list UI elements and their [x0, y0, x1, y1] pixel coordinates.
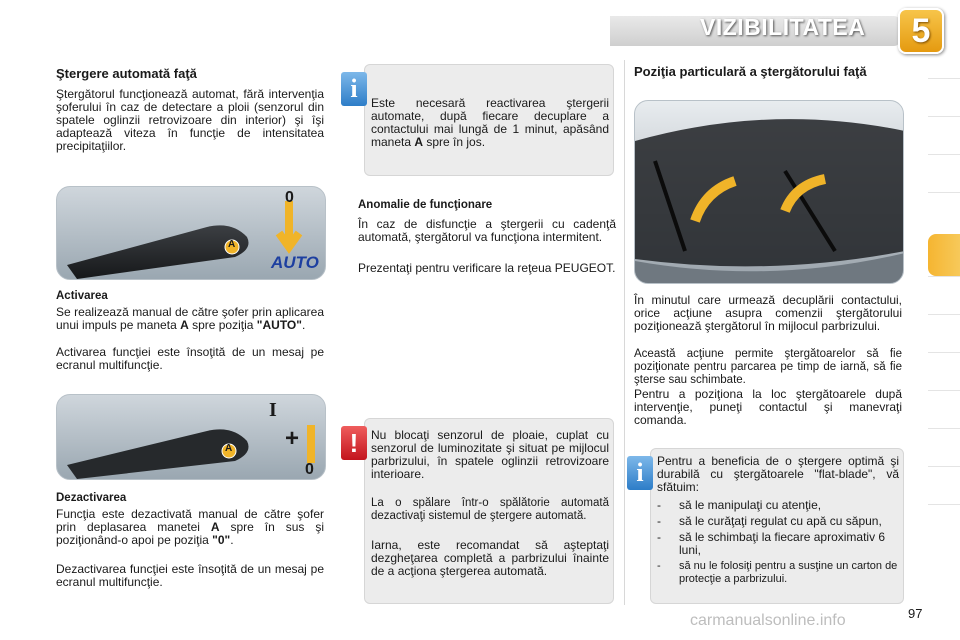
auto-wipe-intro: Ştergătorul funcţionează automat, fără intervenţia şoferului în caz de detectare a ploii (senzorul din spatele oglinzii retrovizoare din interior) şi îşi adaptează viteza în funcţie de intensitatea precipitaţiilor. [56, 87, 324, 153]
bullet-text: să le manipulaţi cu atenţie, [679, 498, 822, 512]
deactivation-message: Dezactivarea funcţiei este însoţită de un mesaj pe ecranul multifuncţie. [56, 562, 324, 589]
activation-message: Activarea funcţiei este însoţită de un mesaj pe ecranul multifuncţie. [56, 345, 324, 372]
lever-a-label: A [228, 239, 236, 250]
bullet-text: să le schimbaţi la fiecare aproximativ 6 luni, [679, 530, 886, 557]
particular-position-text-1: În minutul care urmează decuplării contactului, orice acţiune asupra comenzii ştergătorului poziţionează ştergătorul în mijlocul parbrizului. [634, 293, 902, 333]
deactivation-title: Dezactivarea [56, 492, 127, 504]
anomaly-title: Anomalie de funcţionare [358, 199, 493, 211]
chapter-number-badge: 5 [898, 8, 944, 54]
chapter-tab[interactable] [928, 192, 960, 230]
chapter-tab[interactable] [928, 276, 960, 314]
chapter-tab[interactable] [928, 504, 960, 542]
windscreen-glass [635, 119, 904, 266]
watermark: carmanualsonline.info [690, 612, 846, 629]
info-icon: i [341, 72, 367, 106]
particular-position-text-2: Această acţiune permite ştergătoarelor să fie poziţionate pentru parcarea pe timp de iarnă, să fie şterse sau schimbate. [634, 348, 902, 386]
wiper-stalk-off-illustration [56, 394, 326, 480]
activation-text-b: spre poziţia [188, 318, 257, 332]
chapter-tab[interactable] [928, 428, 960, 466]
stalk-shape [67, 429, 249, 479]
reactivation-text [371, 97, 609, 149]
chapter-tab[interactable] [928, 78, 960, 116]
wiper-stalk-auto-illustration [56, 186, 326, 280]
warning-box-rain-sensor [364, 418, 614, 604]
chapter-title: VIZIBILITATEA [700, 14, 866, 40]
deactivation-text-c: . [230, 533, 234, 547]
bullet-dash: - [657, 498, 661, 512]
chapter-tab[interactable] [928, 466, 960, 504]
activation-text-a: Se realizează manual de către şofer prin aplicarea unui impuls pe maneta [56, 305, 324, 332]
info-box-reactivation [364, 64, 614, 176]
activation-title: Activarea [56, 290, 108, 302]
warning-icon: ! [341, 426, 367, 460]
lever-a-label: A [225, 443, 233, 454]
list-item [657, 531, 899, 557]
bullet-dash: - [657, 530, 661, 544]
bullet-text: să nu le folosiţi pentru a susţine un carton de protecţie a parbrizului. [679, 560, 898, 585]
bullet-dash: - [657, 560, 661, 572]
down-arrow-icon [279, 201, 299, 247]
chapter-tab[interactable] [928, 352, 960, 390]
windscreen-wipers-illustration [634, 100, 904, 284]
chapter-tab[interactable] [928, 314, 960, 352]
activation-text-c: . [301, 318, 306, 332]
chapter-tab-active[interactable] [928, 234, 960, 276]
deactivation-text [56, 508, 324, 547]
activation-position: "AUTO" [256, 318, 302, 332]
position-0-label: 0 [285, 189, 294, 206]
chapter-tab[interactable] [928, 116, 960, 154]
warning-text-3: Iarna, este recomandat să aşteptaţi dezgheţarea completă a parbrizului înainte de a acţiona ştergerea automată. [371, 538, 609, 578]
reactivation-text-b: spre în jos. [423, 135, 486, 149]
reactivation-text-a: Este necesară reactivarea ştergerii automate, după fiecare decuplare a contactului mai lungă de 1 minut, apăsând maneta [371, 96, 609, 149]
deactivation-lever: A [210, 520, 220, 534]
activation-lever: A [180, 318, 189, 332]
page-number: 97 [908, 606, 923, 621]
stalk-shape [67, 225, 249, 279]
info-icon: i [627, 456, 653, 490]
chapter-tabs [928, 78, 960, 542]
anomaly-text-1: În caz de disfuncţie a ştergerii cu cadenţă automată, ştergătorul va funcţiona intermitent. [358, 217, 616, 244]
list-item [657, 499, 899, 512]
flat-blade-advice-list [657, 499, 899, 589]
reactivation-lever: A [414, 135, 424, 149]
windscreen-drawing [635, 101, 904, 284]
warning-text-1: Nu blocaţi senzorul de ploaie, cuplat cu senzorul de luminozitate şi situat pe mijlocul parbrizului, în spatele oglinzii retrovizoare interioare. [371, 428, 609, 481]
position-i-label: I [269, 399, 277, 421]
plus-sign: + [285, 425, 300, 452]
bullet-dash: - [657, 514, 661, 528]
activation-text [56, 306, 324, 332]
section-heading-auto-wipe: Ştergere automată faţă [56, 66, 197, 81]
warning-text-2: La o spălare într-o spălătorie automată dezactivaţi sistemul de ştergere automată. [371, 497, 609, 522]
deactivation-position: "0" [212, 533, 231, 547]
position-0-label: 0 [305, 461, 314, 478]
list-item [657, 560, 899, 586]
bullet-text: să le curăţaţi regulat cu apă cu săpun, [679, 514, 882, 528]
chapter-tab[interactable] [928, 390, 960, 428]
position-auto-label: AUTO [271, 253, 319, 272]
chapter-tab[interactable] [928, 154, 960, 192]
deactivation-text-b: spre în sus şi poziţionând-o apoi pe poziţia [56, 520, 324, 547]
anomaly-text-2: Prezentaţi pentru verificare la reţeua PEUGEOT. [358, 261, 616, 275]
list-item [657, 515, 899, 528]
page-header [0, 0, 960, 62]
deactivation-text-a: Funcţia este dezactivată manual de către şofer prin deplasarea manetei [56, 507, 324, 534]
section-heading-particular-position: Poziţia particulară a ştergătorului faţă [634, 64, 867, 79]
particular-position-text-3: Pentru a poziţiona la loc ştergătoarele după intervenţie, puneţi contactul şi manevraţi comanda. [634, 387, 902, 427]
column-divider [624, 60, 625, 605]
flat-blade-intro: Pentru a beneficia de o ştergere optimă şi durabilă cu ştergătoarele "flat-blade", vă sfătuim: [657, 454, 899, 494]
info-box-flat-blade [650, 448, 904, 604]
